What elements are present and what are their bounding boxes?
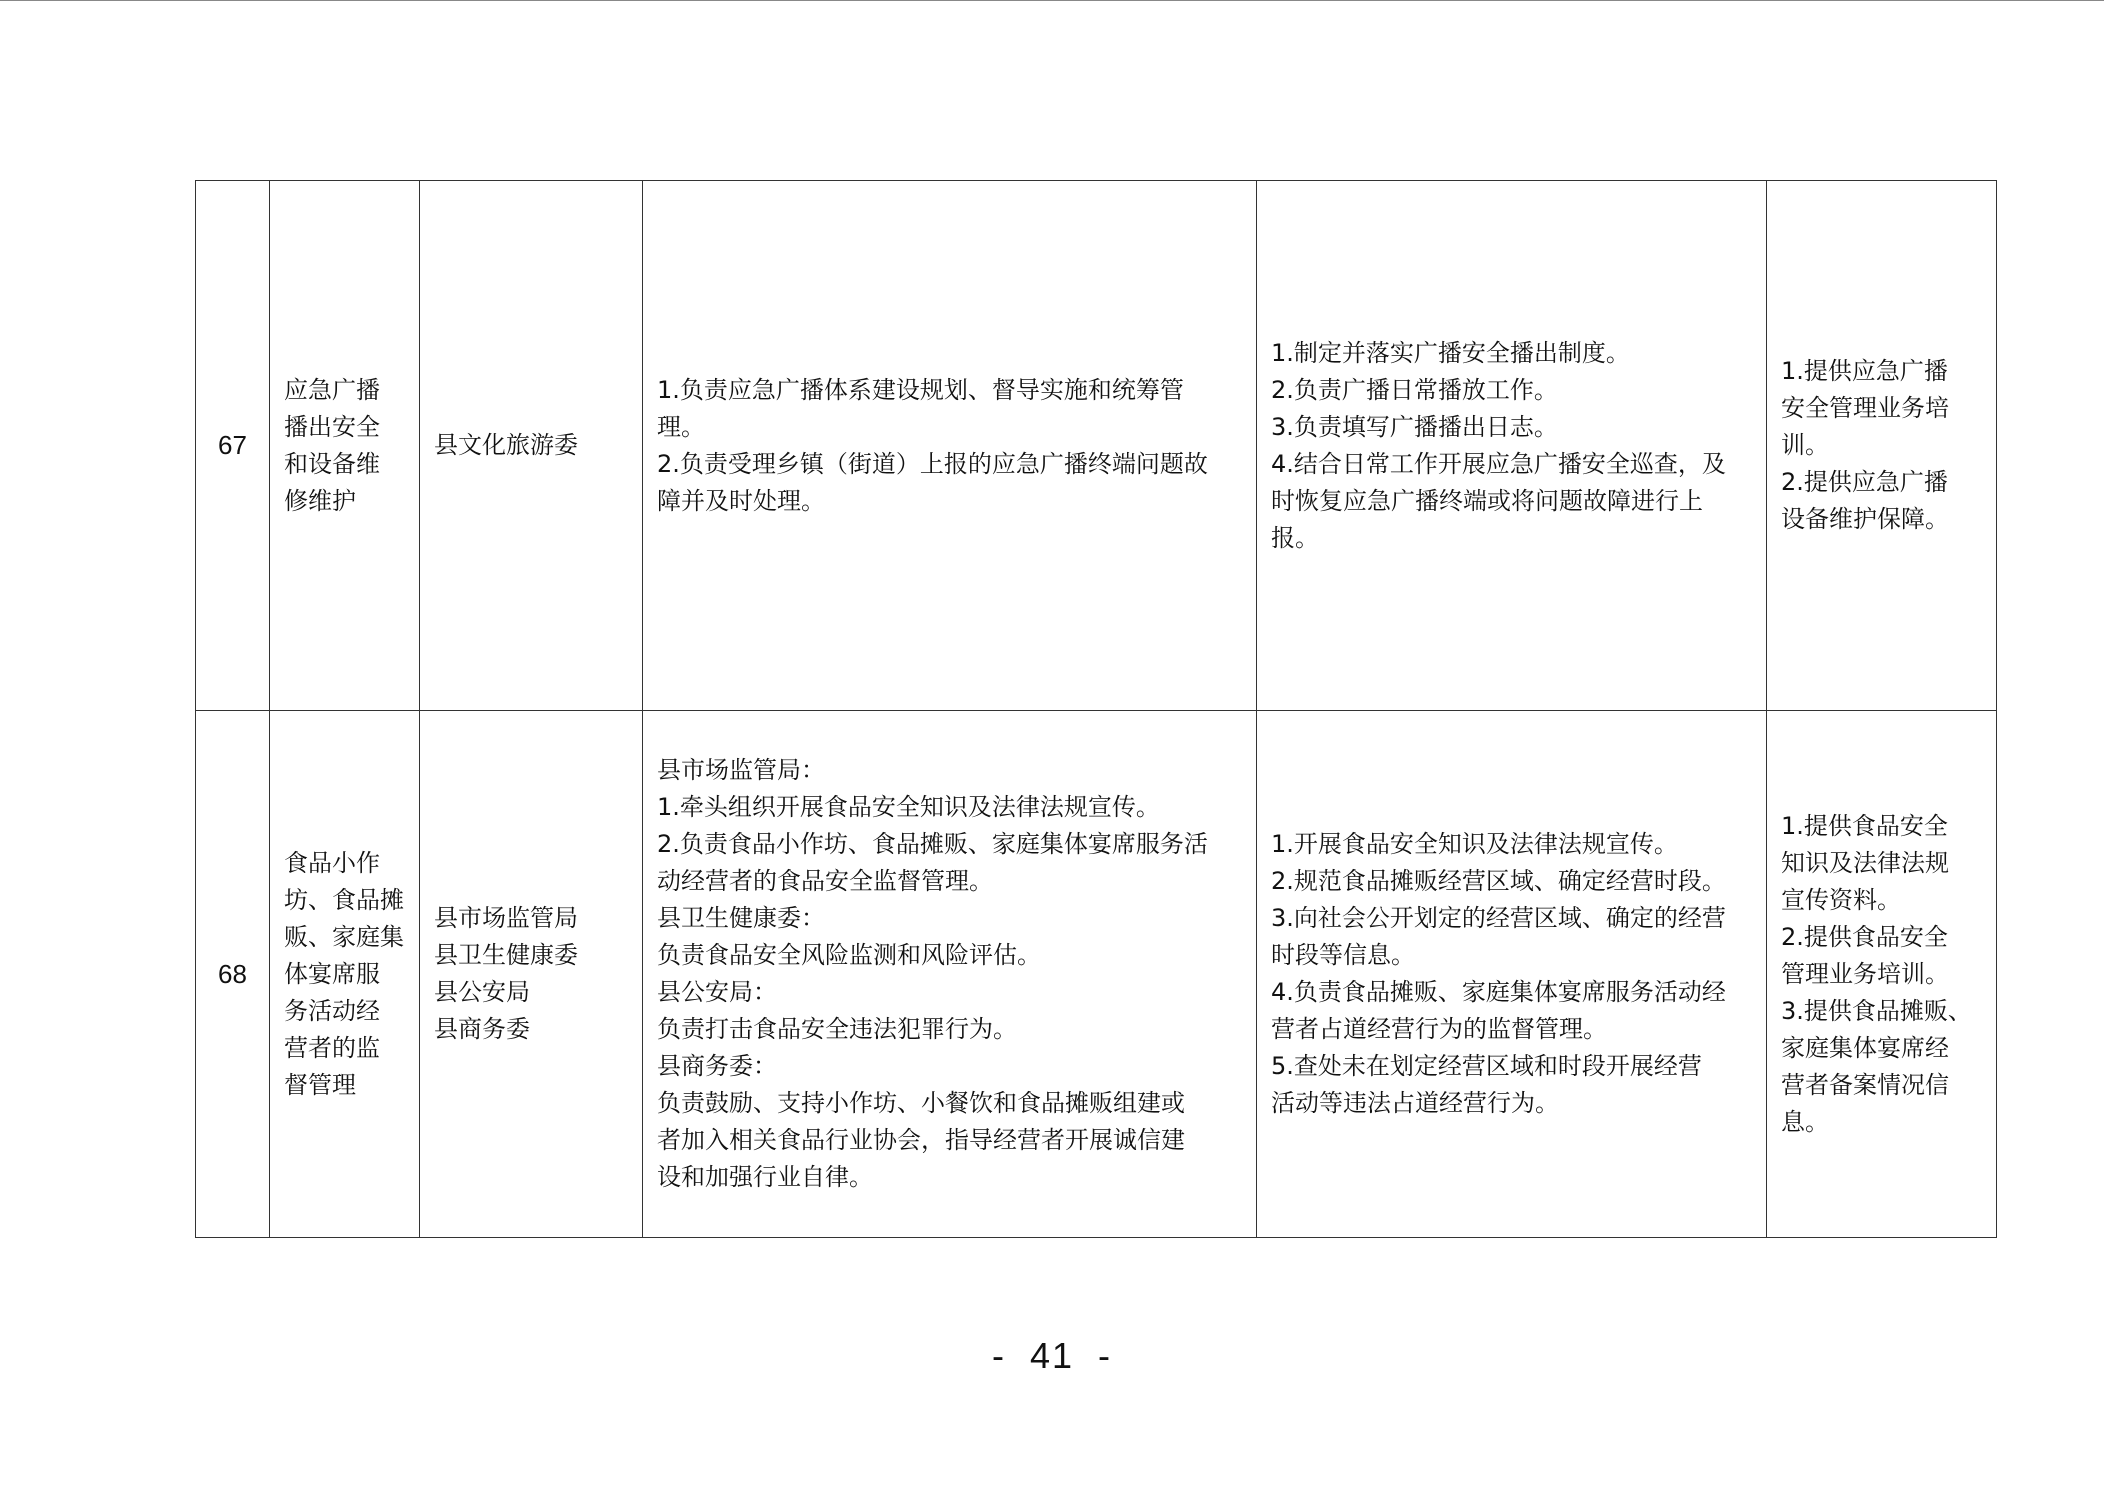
text-line: 县商务委 [434, 1015, 530, 1043]
text-line: 2.负责受理乡镇（街道）上报的应急广播终端问题故 [657, 449, 1208, 478]
support-cell [1767, 181, 1997, 711]
text-line: 者加入相关食品行业协会，指导经营者开展诚信建 [657, 1126, 1185, 1154]
support-cell [1767, 711, 1997, 1238]
text-line: 县市场监管局： [657, 756, 825, 784]
text-line: 宣传资料。 [1781, 885, 1901, 914]
row-number: 67 [196, 181, 270, 711]
text-line: 障并及时处理。 [657, 486, 825, 515]
text-line: 活动等违法占道经营行为。 [1271, 1089, 1559, 1117]
text-line: 县商务委： [657, 1052, 777, 1080]
text-line: 安全管理业务培 [1781, 394, 1949, 422]
text-line: 报。 [1271, 523, 1319, 552]
text-line: 1.提供应急广播 [1781, 357, 1948, 385]
text-line: 息。 [1781, 1107, 1829, 1136]
item-name-cell [270, 711, 420, 1238]
text-line: 应急广播 [284, 375, 380, 404]
top-border-line [0, 0, 2104, 1]
text-line: 营者占道经营行为的监督管理。 [1271, 1015, 1607, 1043]
text-line: 坊、食品摊 [284, 885, 404, 914]
text-line: 家庭集体宴席经 [1781, 1033, 1949, 1062]
text-line: 设和加强行业自律。 [657, 1163, 873, 1191]
text-line: 县公安局 [434, 978, 530, 1006]
department-cell [420, 711, 643, 1238]
town-duties-cell [1257, 181, 1767, 711]
text-line: 5.查处未在划定经营区域和时段开展经营 [1271, 1052, 1702, 1080]
text-line: 播出安全 [284, 412, 380, 441]
county-duties-cell [643, 181, 1257, 711]
text-line: 2.提供应急广播 [1781, 468, 1948, 496]
text-line: 食品小作 [284, 848, 380, 877]
row-number: 68 [196, 711, 270, 1238]
text-line: 务活动经 [284, 996, 380, 1025]
text-line: 1.负责应急广播体系建设规划、督导实施和统筹管 [657, 375, 1184, 404]
text-line: 县卫生健康委： [657, 904, 825, 932]
text-line: 4.负责食品摊贩、家庭集体宴席服务活动经 [1271, 978, 1726, 1006]
text-line: 设备维护保障。 [1781, 505, 1949, 533]
text-line: 2.规范食品摊贩经营区域、确定经营时段。 [1271, 867, 1726, 895]
text-line: 督管理 [284, 1070, 356, 1099]
text-line: 县卫生健康委 [434, 941, 578, 969]
table-row [196, 711, 1997, 1238]
text-line: 2.提供食品安全 [1781, 922, 1948, 951]
text-line: 负责食品安全风险监测和风险评估。 [657, 941, 1041, 969]
text-line: 3.向社会公开划定的经营区域、确定的经营 [1271, 904, 1726, 932]
text-line: 2.负责食品小作坊、食品摊贩、家庭集体宴席服务活 [657, 830, 1208, 858]
duty-table [195, 180, 1997, 1238]
text-line: 1.提供食品安全 [1781, 811, 1948, 840]
text-line: 3.提供食品摊贩、 [1781, 996, 1972, 1025]
text-line: 县公安局： [657, 978, 777, 1006]
county-duties-cell [643, 711, 1257, 1238]
text-line: 时段等信息。 [1271, 941, 1415, 969]
text-line: 贩、家庭集 [284, 922, 404, 951]
text-line: 1.牵头组织开展食品安全知识及法律法规宣传。 [657, 793, 1160, 821]
text-line: 动经营者的食品安全监督管理。 [657, 867, 993, 895]
text-line: 体宴席服 [284, 959, 380, 988]
text-line: 1.制定并落实广播安全播出制度。 [1271, 338, 1630, 367]
text-line: 2.负责广播日常播放工作。 [1271, 375, 1558, 404]
text-line: 和设备维 [284, 449, 380, 478]
item-name-cell [270, 181, 420, 711]
text-line: 理。 [657, 412, 705, 441]
text-line: 训。 [1781, 431, 1829, 459]
text-line: 4.结合日常工作开展应急广播安全巡查，及 [1271, 449, 1726, 478]
town-duties-cell [1257, 711, 1767, 1238]
text-line: 负责打击食品安全违法犯罪行为。 [657, 1015, 1017, 1043]
text-line: 时恢复应急广播终端或将问题故障进行上 [1271, 486, 1703, 515]
text-line: 县文化旅游委 [434, 431, 578, 459]
text-line: 管理业务培训。 [1781, 959, 1949, 988]
text-line: 县市场监管局 [434, 904, 578, 932]
table-row [196, 181, 1997, 711]
department-cell [420, 181, 643, 711]
text-line: 营者备案情况信 [1781, 1070, 1949, 1099]
text-line: 修维护 [284, 486, 356, 515]
text-line: 3.负责填写广播播出日志。 [1271, 412, 1558, 441]
text-line: 知识及法律法规 [1781, 848, 1949, 877]
text-line: 1.开展食品安全知识及法律法规宣传。 [1271, 830, 1678, 858]
text-line: 负责鼓励、支持小作坊、小餐饮和食品摊贩组建或 [657, 1089, 1185, 1117]
page-number: - 41 - [991, 1335, 1113, 1376]
text-line: 营者的监 [284, 1033, 380, 1062]
